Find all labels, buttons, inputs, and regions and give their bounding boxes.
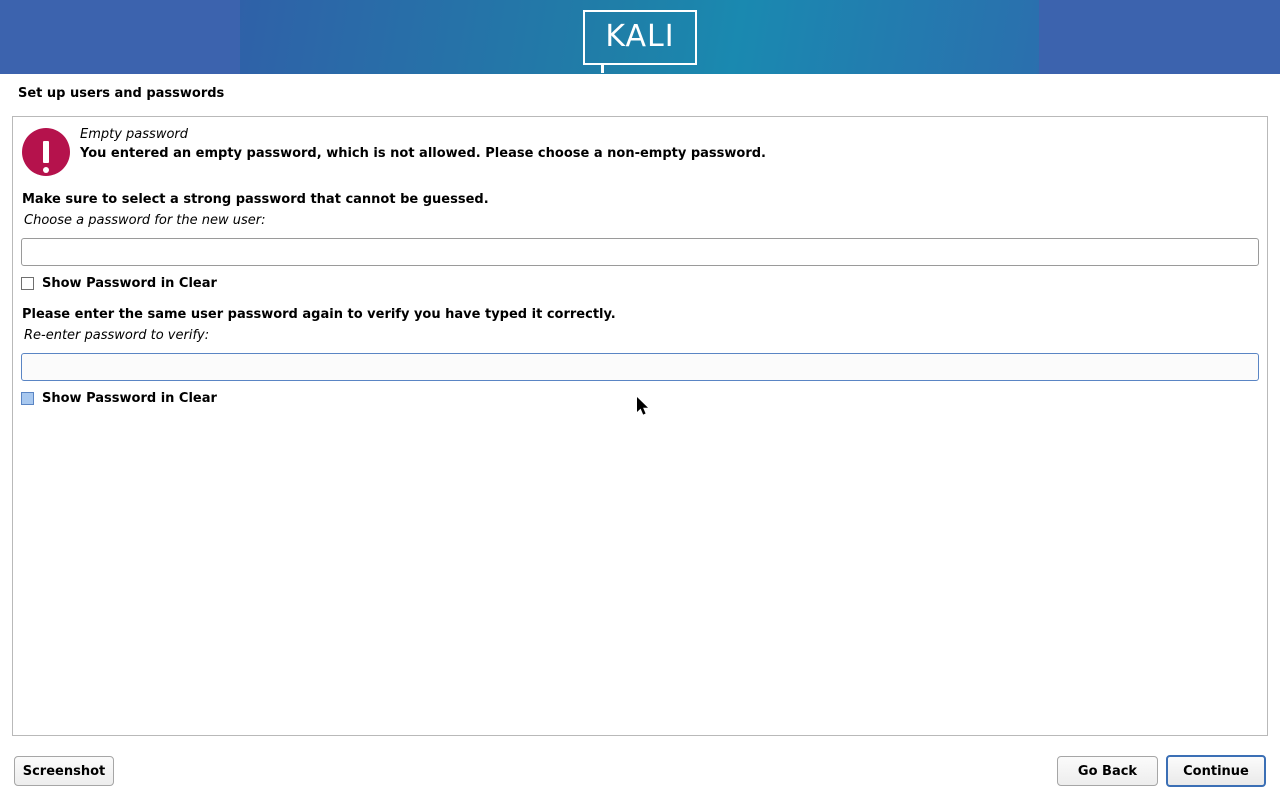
show-password-checkbox-1[interactable]	[21, 276, 217, 291]
checkbox-icon[interactable]	[21, 392, 34, 405]
password-input[interactable]	[21, 238, 1259, 266]
strong-password-note: Make sure to select a strong password that cannot be guessed.	[22, 192, 489, 207]
kali-logo	[583, 10, 697, 65]
verify-password-input[interactable]	[21, 353, 1259, 381]
continue-button[interactable]: Continue	[1166, 755, 1266, 787]
show-password-checkbox-2[interactable]	[21, 391, 217, 406]
password-field-label: Choose a password for the new user:	[24, 213, 266, 228]
banner-right-fill	[1039, 0, 1280, 74]
banner-left-fill	[0, 0, 241, 74]
go-back-button[interactable]: Go Back	[1057, 756, 1158, 786]
verify-field-label: Re-enter password to verify:	[24, 328, 210, 343]
page-title: Set up users and passwords	[18, 86, 225, 101]
error-title: Empty password	[80, 127, 188, 142]
kali-logo-tail	[601, 63, 604, 73]
kali-logo-text: KALI	[605, 18, 675, 54]
kali-banner	[0, 0, 1280, 74]
error-message: You entered an empty password, which is not allowed. Please choose a non-empty password.	[80, 146, 766, 161]
verify-password-note: Please enter the same user password again to verify you have typed it correctly.	[22, 307, 616, 322]
exclamation-mark-icon	[43, 141, 49, 163]
checkbox-icon[interactable]	[21, 277, 34, 290]
error-icon	[22, 128, 70, 176]
screenshot-button[interactable]: Screenshot	[14, 756, 114, 786]
show-password-label-1: Show Password in Clear	[42, 276, 217, 291]
show-password-label-2: Show Password in Clear	[42, 391, 217, 406]
installer-content-frame	[12, 116, 1268, 736]
